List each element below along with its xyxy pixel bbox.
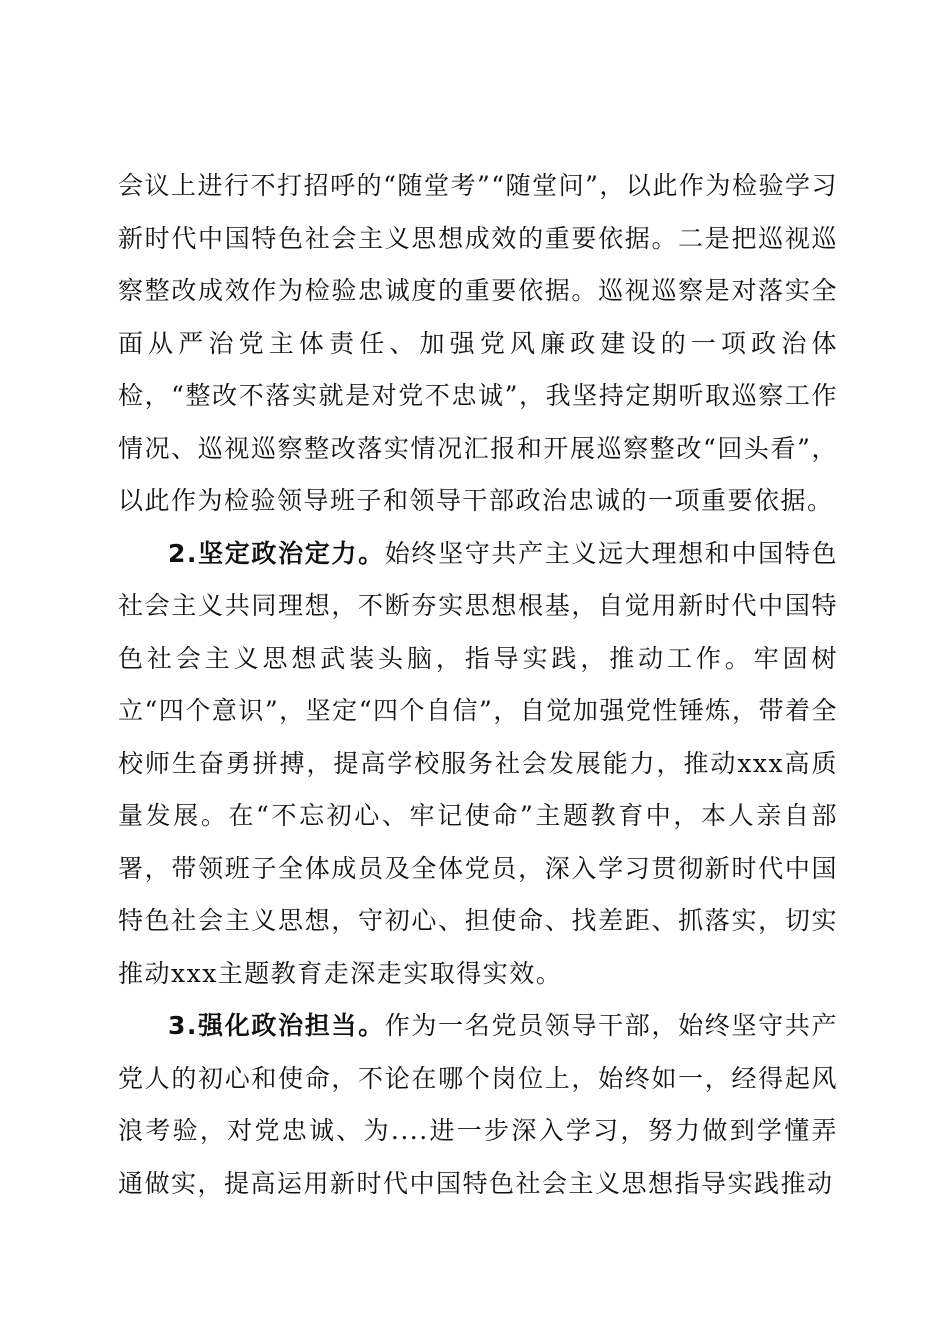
paragraph-text: 始终坚守共产主义远大理想和中国特色社会主义共同理想，不断夯实思想根基，自觉用新时代中国特色社会主义思想武装头脑，指导实践，推动工作。牢固树立“四个意识”，坚定“四个自信”，自觉加强党性锤炼，带着全校师生奋勇拼搏，提高学校服务社会发展能力，推动xxx高质量发展。在“不忘初心、牢记使命”主题教育中，本人亲自部署，带领班子全体成员及全体党员，深入学习贯彻新时代中国特色社会主义思想，守初心、担使命、找差距、抓落实，切实推动xxx主题教育走深走实取得实效。 [118, 538, 838, 988]
paragraph-political-responsibility [118, 1000, 838, 1210]
paragraph-heading: 2.坚定政治定力。 [168, 538, 385, 568]
paragraph-continuation [118, 160, 838, 528]
paragraph-heading: 3.强化政治担当。 [168, 1011, 385, 1040]
document-body [118, 160, 838, 1210]
paragraph-text: 作为一名党员领导干部，始终坚守共产党人的初心和使命，不论在哪个岗位上，始终如一，经得起风浪考验，对党忠诚、为....进一步深入学习，努力做到学懂弄通做实，提高运用新时代中国特色社会主义思想指导实践推动 [118, 1011, 838, 1198]
paragraph-political-determination [118, 528, 838, 1001]
paragraph-text: 会议上进行不打招呼的“随堂考”“随堂问”，以此作为检验学习新时代中国特色社会主义思想成效的重要依据。二是把巡视巡察整改成效作为检验忠诚度的重要依据。巡视巡察是对落实全面从严治党主体责任、加强党风廉政建设的一项政治体检，“整改不落实就是对党不忠诚”，我坚持定期听取巡察工作情况、巡视巡察整改落实情况汇报和开展巡察整改“回头看”，以此作为检验领导班子和领导干部政治忠诚的一项重要依据。 [118, 171, 838, 515]
